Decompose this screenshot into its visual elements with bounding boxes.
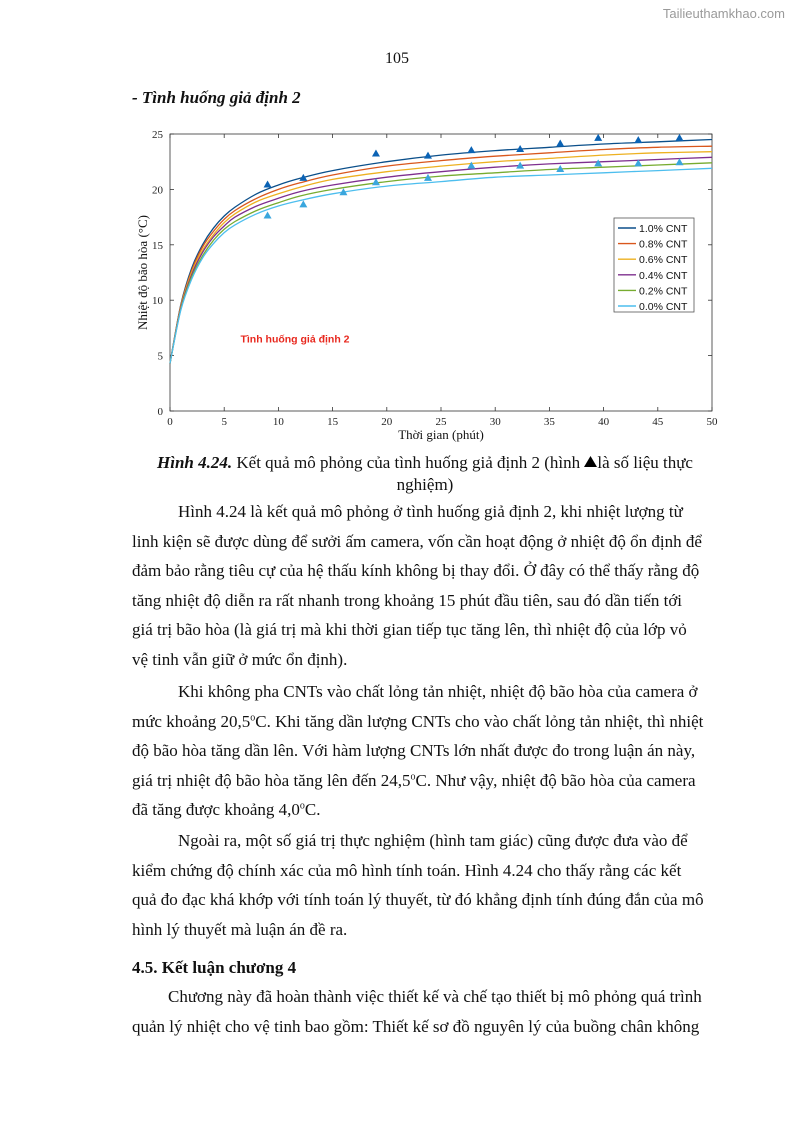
y-tick-label: 5	[157, 350, 163, 363]
x-tick-label: 50	[706, 416, 718, 428]
p4-line: quản lý nhiệt cho vệ tinh bao gồm: Thiết kế sơ đồ nguyên lý của buồng chân không	[132, 1016, 700, 1036]
legend-label: 0.2% CNT	[639, 285, 688, 298]
paragraph-2	[132, 677, 718, 825]
x-tick-label: 25	[435, 416, 447, 428]
p1-line: giá trị bão hòa (là giá trị mà khi thời gian tiếp tục tăng lên, thì nhiệt độ của lớp vỏ	[132, 620, 687, 640]
p3-line: kiểm chứng độ chính xác của mô hình tính toán. Hình 4.24 cho thấy rằng các kết	[132, 860, 682, 880]
paragraph-1	[132, 497, 718, 675]
x-tick-label: 35	[543, 416, 555, 428]
page-number: 105	[385, 50, 409, 67]
x-axis-label: Thời gian (phút)	[398, 427, 484, 442]
x-tick-label: 45	[652, 416, 664, 428]
degree-sup: o	[250, 711, 256, 723]
x-tick-label: 5	[221, 416, 227, 428]
x-tick-label: 30	[489, 416, 501, 428]
p2-line: độ bão hòa tăng dần lên. Với hàm lượng CNTs lớn nhất được đo trong luận án này,	[132, 741, 696, 761]
chart-annotation: Tình huống giả định 2	[240, 333, 350, 346]
x-tick-label: 40	[598, 416, 610, 428]
p2-text: C. Như vậy, nhiệt độ bão hòa của camera	[415, 770, 696, 790]
degree-sup: o	[410, 771, 416, 783]
y-tick-label: 20	[152, 184, 163, 197]
legend-label: 0.4% CNT	[639, 269, 688, 282]
y-tick-label: 0	[157, 406, 163, 418]
p3-line: quả đo đạc khá khớp với tính toán lý thuyết, từ đó khẳng định tính đúng đắn của mô	[132, 890, 704, 910]
p2-line	[132, 766, 718, 796]
p2-text: đã tăng được khoảng 4,0	[132, 800, 300, 820]
p1-line: linh kiện sẽ được dùng để sưởi ấm camera, vốn cần hoạt động ở nhiệt độ ổn định để	[132, 531, 702, 551]
p2-text: C. Khi tăng dần lượng CNTs cho vào chất lỏng tản nhiệt, thì nhiệt	[255, 711, 704, 731]
y-axis-label: Nhiệt độ bão hòa (°C)	[135, 215, 150, 330]
legend-label: 0.0% CNT	[639, 301, 688, 313]
legend-label: 0.6% CNT	[639, 254, 688, 267]
p1-line: Hình 4.24 là kết quả mô phỏng ở tình huống giả định 2, khi nhiệt lượng từ	[178, 502, 683, 521]
x-tick-label: 15	[327, 416, 339, 428]
caption-number: Hình 4.24.	[157, 453, 233, 472]
p2-line: Khi không pha CNTs vào chất lỏng tản nhiệt, nhiệt độ bão hòa của camera ở	[178, 682, 698, 701]
p3-line: Ngoài ra, một số giá trị thực nghiệm (hình tam giác) cũng được đưa vào để	[178, 831, 688, 850]
chapter-conclusion-heading: 4.5. Kết luận chương 4	[132, 958, 297, 977]
y-tick-label: 25	[152, 129, 163, 141]
figure-caption	[132, 452, 718, 496]
p2-line	[132, 795, 718, 825]
watermark: Tailieuthamkhao.com	[662, 6, 785, 21]
p3-line: hình lý thuyết mà luận án đề ra.	[132, 919, 348, 939]
y-tick-label: 15	[152, 239, 163, 252]
triangle-marker-icon	[584, 456, 597, 467]
p1-line: tăng nhiệt độ diễn ra rất nhanh trong khoảng 15 phút đầu tiên, sau đó dần tiến tới	[132, 590, 683, 610]
x-tick-label: 10	[272, 416, 284, 428]
caption-line-2: nghiệm)	[396, 475, 454, 494]
p2-text: giá trị nhiệt độ bão hòa tăng lên đến 24,5	[132, 770, 411, 790]
p4-line: Chương này đã hoàn thành việc thiết kế và chế tạo thiết bị mô phỏng quá trình	[168, 987, 702, 1006]
p1-line: đảm bảo rằng tiêu cự của hệ thấu kính không bị thay đổi. Ở đây có thể thấy rằng độ	[132, 561, 700, 581]
legend-label: 0.8% CNT	[639, 238, 688, 251]
saturation-temperature-chart	[120, 122, 720, 447]
p2-text: C.	[304, 800, 321, 820]
section-heading: - Tình huống giả định 2	[132, 88, 301, 107]
legend-label: 1.0% CNT	[639, 223, 688, 235]
p2-line	[132, 707, 718, 737]
caption-text-after: là số liệu thực	[597, 453, 693, 472]
y-tick-label: 10	[152, 295, 163, 308]
paragraph-3	[132, 826, 718, 944]
degree-sup: o	[299, 800, 305, 812]
x-tick-label: 0	[167, 416, 173, 428]
paragraph-4	[132, 982, 718, 1041]
x-tick-label: 20	[381, 416, 393, 428]
p2-text: mức khoảng 20,5	[132, 711, 251, 731]
caption-text-before: Kết quả mô phỏng của tình huống giả định 2 (hình	[232, 453, 585, 472]
p1-line: vệ tinh vẫn giữ ở mức ổn định).	[132, 649, 348, 669]
